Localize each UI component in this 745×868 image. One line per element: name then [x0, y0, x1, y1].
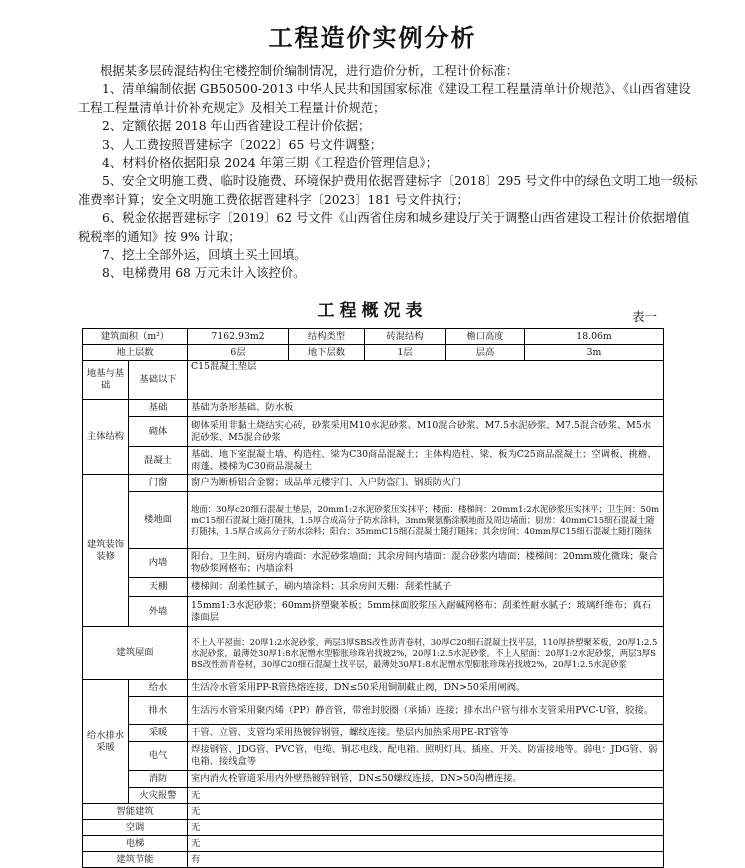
table-cell: C15混凝土垫层	[188, 361, 664, 400]
row-label: 基础以下	[129, 361, 188, 400]
row-label: 基础	[129, 400, 188, 417]
row-label: 建筑节能	[83, 852, 188, 868]
table-cell: 层高	[446, 345, 525, 361]
group-label: 地基与基础	[83, 361, 129, 400]
row-label: 楼地面	[129, 492, 188, 549]
intro-line: 4、材料价格依据阳泉 2024 年第三期《工程造价管理信息》；	[102, 156, 438, 171]
row-label: 采暖	[129, 725, 188, 742]
row-label: 砌体	[129, 417, 188, 447]
table-row	[83, 697, 664, 725]
table-row	[83, 329, 664, 345]
table-cell: 无	[188, 788, 664, 804]
table-row	[83, 771, 664, 788]
table-cell: 不上人平屋面：20厚1:2水泥砂浆，两层3厚SBS改性沥青卷材，30厚C20细石混凝土找平层，110厚挤塑聚苯板，20厚1:2.5水泥砂浆，最薄处30厚1:8水泥憎水型膨胀珍珠岩找坡2%，20厚1:2.5水泥砂浆。不上人屋面：20厚1:2水泥砂浆，两层3厚SBS改性沥青卷材，30厚C20细石混凝土找平层，最薄处30厚1:8水泥憎水型膨胀珍珠岩找坡2%，20厚1:2.5水泥砂浆	[188, 627, 664, 680]
row-label: 电梯	[83, 836, 188, 852]
doc-title: 工程造价实例分析	[268, 24, 477, 52]
table-cell: 有	[188, 852, 664, 868]
table-row	[83, 742, 664, 771]
row-label: 天棚	[129, 578, 188, 597]
table-cell: 无	[188, 820, 664, 836]
intro-line: 6、税金依据晋建标字〔2019〕62 号文件《山西省住房和城乡建设厅关于调整山西省建设工程计价依据增值税税率的通知》按 9% 计取；	[78, 211, 690, 244]
table-cell: 地面：30厚c20细石混凝土垫层，20mm1:2水泥砂浆压实抹平；楼面：楼梯间：20mm1:2水泥砂浆压实抹平；卫生间：50mmC15细石混凝土随打随抹，1.5厚合成高分子防水涂料，3mm聚氨酯涂膜地面及周边墙面；厨房：40mmC15细石混凝土随打随抹，1.5厚合成高分子防水涂料；阳台：35mmC15细石混凝土随打随抹；其余房间：40mm厚C15细石混凝土随打随抹	[188, 492, 664, 549]
row-label: 给水	[129, 680, 188, 697]
table-row	[83, 447, 664, 475]
row-label: 消防	[129, 771, 188, 788]
table-row	[83, 492, 664, 549]
table-row	[83, 820, 664, 836]
table-cell: 阳台、卫生间、厨房内墙面：水泥砂浆墙面；其余房间内墙面：混合砂浆内墙面；楼梯间：20mm玻化微珠；聚合物砂浆网格布；内墙涂料	[188, 549, 664, 578]
table-cell: 室内消火栓管道采用内外壁热镀锌钢管，DN≤50螺纹连接，DN>50沟槽连接。	[188, 771, 664, 788]
table-cell: 生活污水管采用聚丙烯（PP）静音管，带密封胶圈（承插）连接；排水出户管与排水支管采用PVC-U管，胶接。	[188, 697, 664, 725]
intro-text	[78, 62, 700, 283]
row-label: 内墙	[129, 549, 188, 578]
intro-line: 5、安全文明施工费、临时设施费、环境保护费用依据晋建标字〔2018〕295 号文件中的绿色文明工地一级标准费率计算；安全文明施工费依据晋建科字〔2023〕181 号文件执行；	[78, 174, 698, 207]
row-label: 建筑屋面	[83, 627, 188, 680]
table-row	[83, 852, 664, 868]
table-row	[83, 597, 664, 627]
table-cell: 基础为条形基础、防水板	[188, 400, 664, 417]
table-row	[83, 725, 664, 742]
group-label: 给水排水采暖	[83, 680, 129, 804]
table-cell: 生活冷水管采用PP-R管热熔连接，DN≤50采用铜制截止阀，DN>50采用闸阀。	[188, 680, 664, 697]
table-cell: 7162.93m2	[188, 329, 289, 345]
table-cell: 建筑面积（m²）	[83, 329, 188, 345]
intro-line: 1、清单编制依据 GB50500-2013 中华人民共和国国家标准《建设工程工程量清单计价规范》、《山西省建设工程工程量清单计价补充规定》及相关工程量计价规范；	[78, 82, 691, 115]
table-row	[83, 836, 664, 852]
row-label: 混凝土	[129, 447, 188, 475]
table-row	[83, 417, 664, 447]
group-label: 建筑装饰装修	[83, 475, 129, 627]
table-row	[83, 680, 664, 697]
table-title: 工程概况表	[317, 301, 428, 321]
table-row	[83, 788, 664, 804]
table-row	[83, 804, 664, 820]
table-cell: 地下层数	[289, 345, 365, 361]
table-cell: 地上层数	[83, 345, 188, 361]
table-row	[83, 627, 664, 680]
row-label: 火灾报警	[129, 788, 188, 804]
table-row	[83, 345, 664, 361]
table-row	[83, 400, 664, 417]
table-cell: 砌体采用非黏土烧结实心砖，砂浆采用M10水泥砂浆、M10混合砂浆、M7.5水泥砂浆、M7.5混合砂浆、M5水泥砂浆、M5混合砂浆	[188, 417, 664, 447]
table-cell: 1层	[365, 345, 446, 361]
row-label: 电气	[129, 742, 188, 771]
table-row	[83, 578, 664, 597]
table-cell: 檐口高度	[446, 329, 525, 345]
intro-line: 7、挖土全部外运，回填土买土回填。	[102, 248, 307, 263]
table-row	[83, 475, 664, 492]
table-cell: 楼梯间：刮柔性腻子，刷内墙涂料；其余房间天棚：刮柔性腻子	[188, 578, 664, 597]
table-cell: 无	[188, 804, 664, 820]
project-overview-table	[82, 328, 664, 868]
table-row	[83, 549, 664, 578]
row-label: 排水	[129, 697, 188, 725]
table-number: 表一	[632, 309, 658, 324]
intro-line: 根据某多层砖混结构住宅楼控制价编制情况，进行造价分析，工程计价标准：	[100, 64, 519, 78]
row-label: 空调	[83, 820, 188, 836]
table-cell: 焊接钢管、JDG管、PVC管，电缆、铜芯电线、配电箱、照明灯具、插座、开关、防雷接地等。弱电：JDG管、弱电箱、接线盒等	[188, 742, 664, 771]
table-row	[83, 361, 664, 400]
table-cell: 干管、立管、支管均采用热镀锌钢管，螺纹连接。垫层内加热采用PE-RT管等	[188, 725, 664, 742]
table-cell: 窗户为断桥铝合金窗；成品单元楼宇门、入户防盗门、钢质防火门	[188, 475, 664, 492]
table-cell: 基础、地下室混凝土墙、构造柱、梁为C30商品混凝土；主体构造柱、梁、板为C25商品混凝土；空调板、挑檐、雨蓬、楼梯为C30商品混凝土	[188, 447, 664, 475]
intro-line: 2、定额依据 2018 年山西省建设工程计价依据；	[102, 119, 371, 134]
table-cell: 结构类型	[289, 329, 365, 345]
intro-line: 3、人工费按照晋建标字〔2022〕65 号文件调整；	[102, 137, 383, 152]
table-cell: 无	[188, 836, 664, 852]
table-cell: 6层	[188, 345, 289, 361]
table-cell: 砖混结构	[365, 329, 446, 345]
row-label: 外墙	[129, 597, 188, 627]
intro-line: 8、电梯费用 68 万元未计入该控价。	[102, 266, 306, 281]
table-cell: 18.06m	[525, 329, 664, 345]
table-cell: 3m	[525, 345, 664, 361]
row-label: 智能建筑	[83, 804, 188, 820]
row-label: 门窗	[129, 475, 188, 492]
table-cell: 15mm1:3水泥砂浆；60mm挤塑聚苯板；5mm抹面胶浆压入耐碱网格布；刮柔性耐水腻子；玻璃纤维布；真石漆面层	[188, 597, 664, 627]
group-label: 主体结构	[83, 400, 129, 475]
